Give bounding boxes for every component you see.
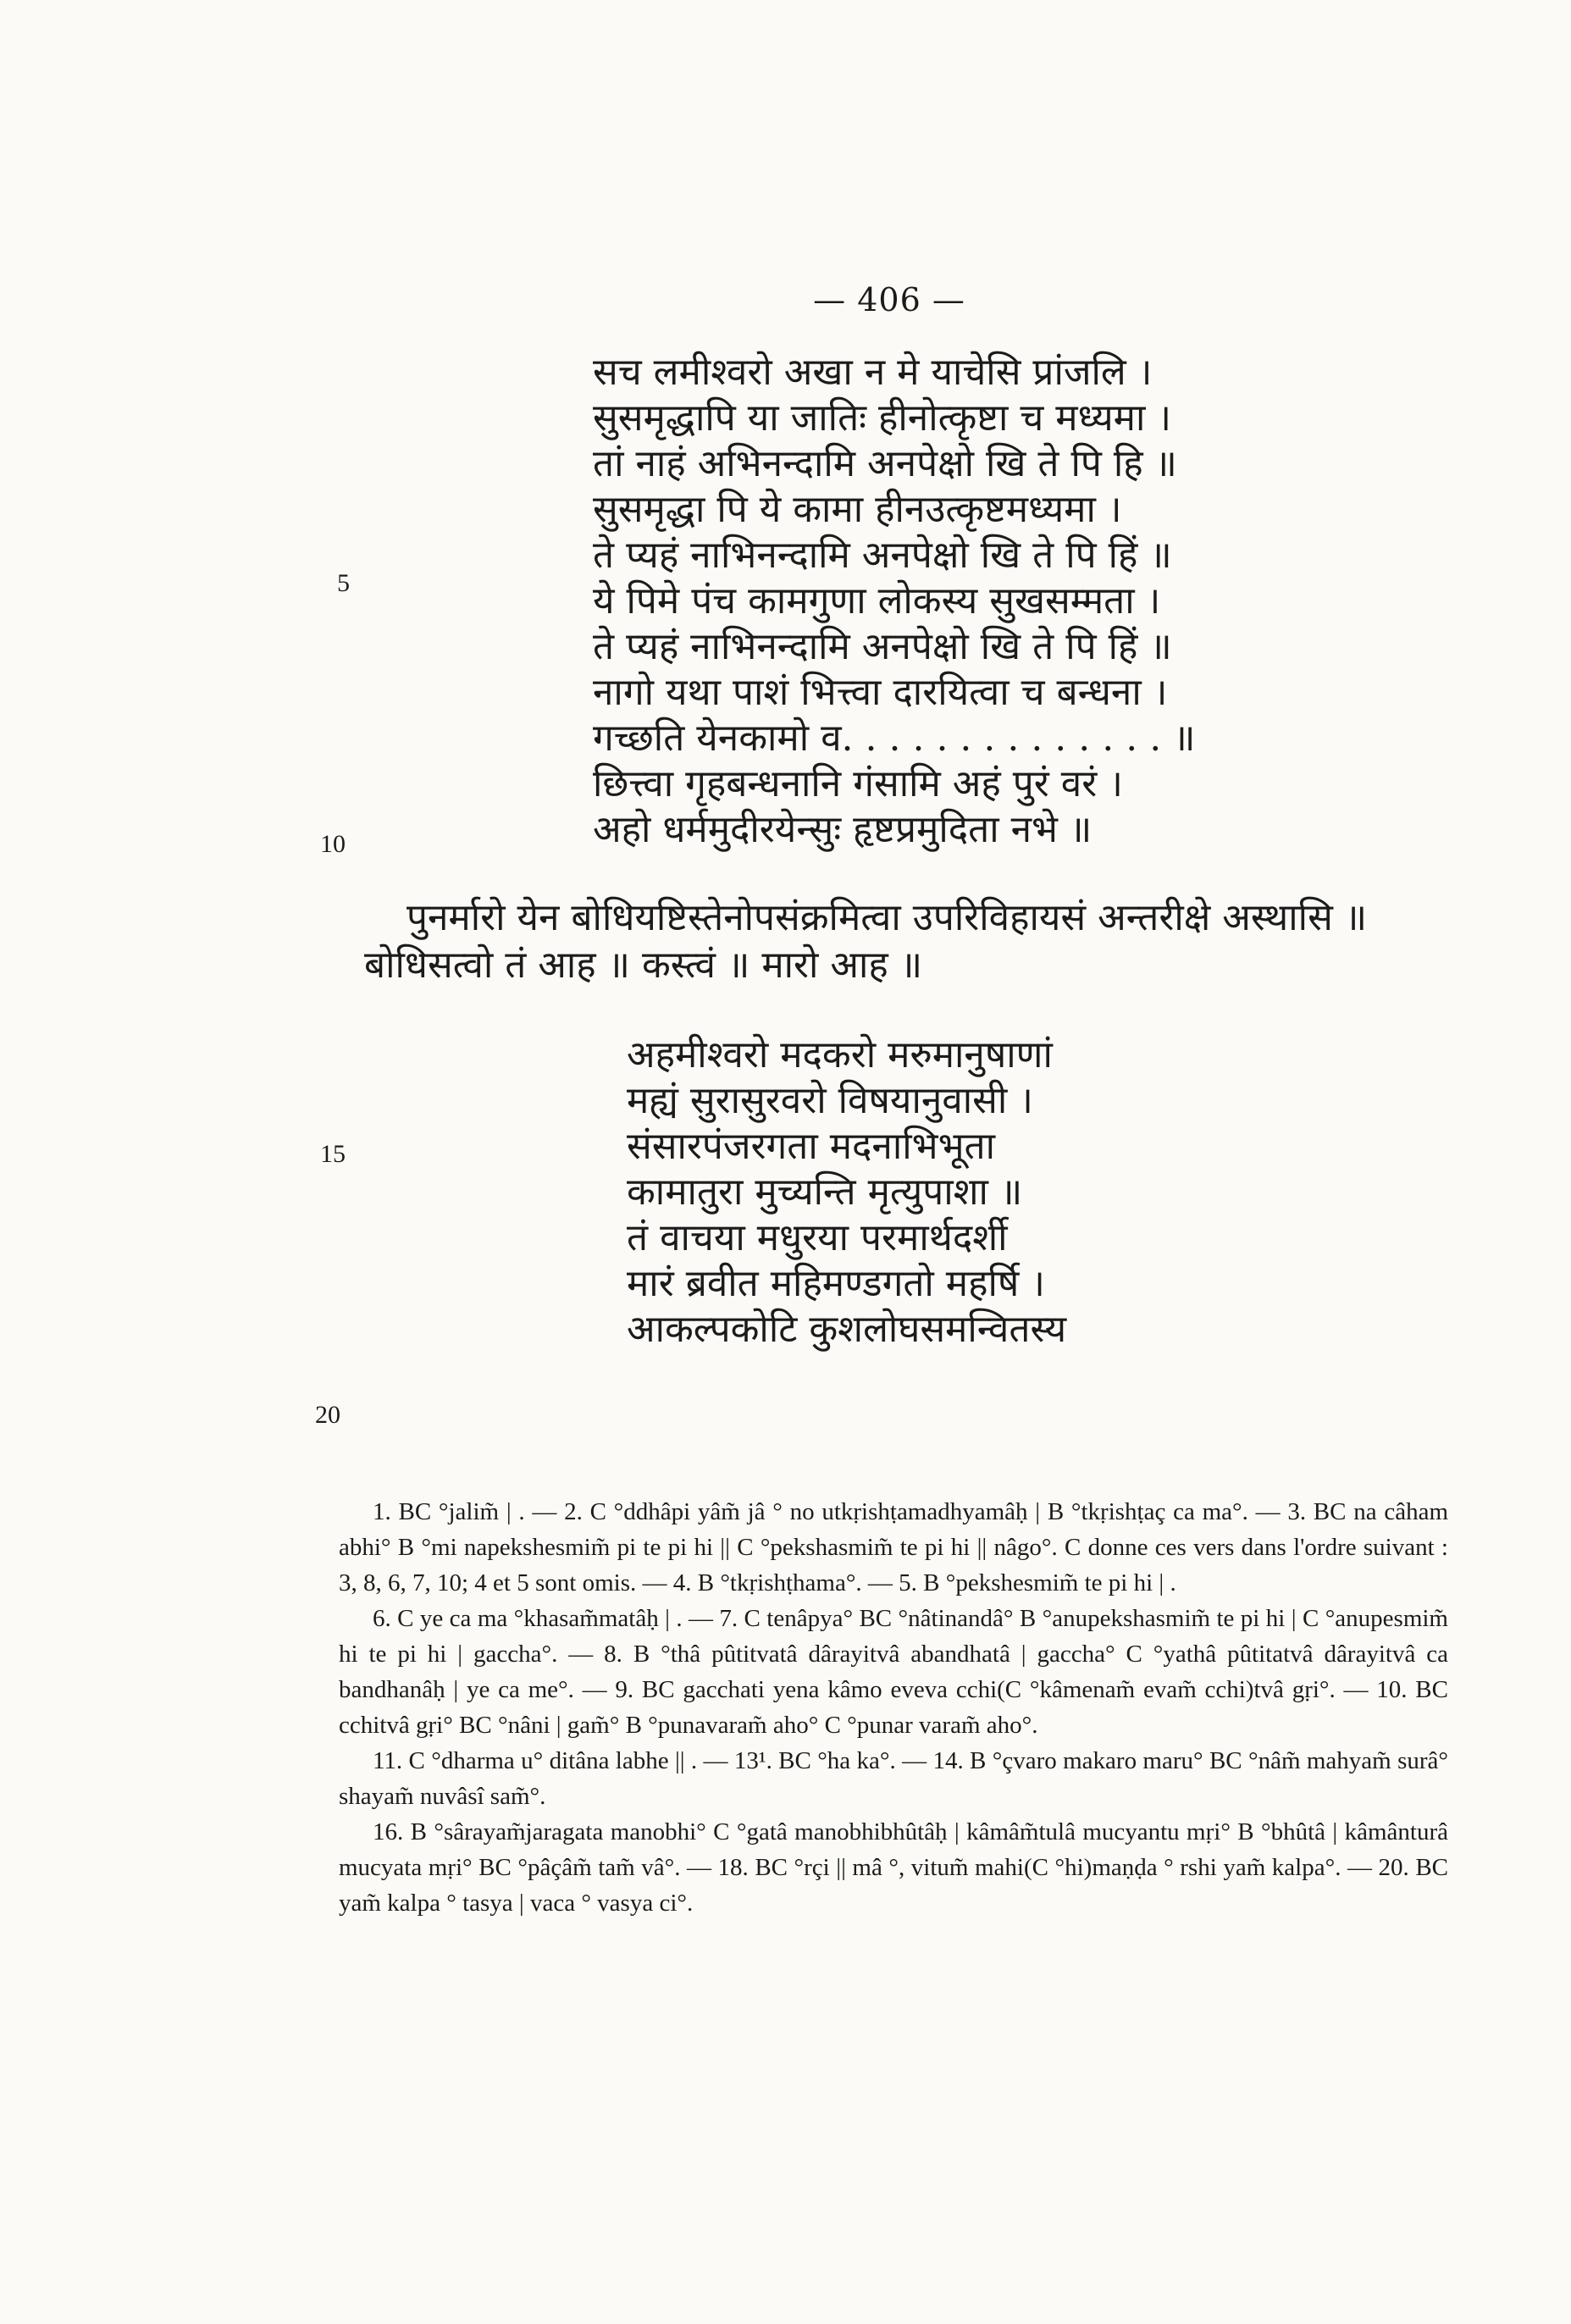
verse-line-5: ते प्यहं नाभिनन्दामि अनपेक्षो खि ते पि हिं ॥ bbox=[593, 534, 1172, 577]
prose-line-2: बोधिसत्वो तं आह ॥ कस्त्वं ॥ मारो आह ॥ bbox=[364, 943, 923, 987]
verse-line-7: ते प्यहं नाभिनन्दामि अनपेक्षो खि ते पि हिं ॥ bbox=[593, 625, 1172, 668]
page-number: — 406 — bbox=[813, 281, 965, 318]
line-number-20: 20 bbox=[315, 1401, 340, 1429]
footnote-paragraph: 1. BC °jalim̃ | . — 2. C °ddhâpi yâm̃ jâ ° no utkṛishṭamadhyamâḥ | B °tkṛishṭaç ca ma°. — 3. BC na câham abhi° B °mi napekshesmim̃ pi te pi hi || C °pekshasmim̃ te pi hi || nâgo°. C donne ces vers dans l'ordre suivant : 3, 8, 6, 7, 10; 4 et 5 sont omis. — 4. B °tkṛishṭhama°. — 5. B °pekshesmim̃ te pi hi | . bbox=[339, 1498, 1448, 1596]
footnote-paragraph: 11. C °dharma u° ditâna labhe || . — 13¹. BC °ha ka°. — 14. B °çvaro makaro maru° BC °nâm̃ mahyam̃ surâ° shayam̃ nuvâsî sam̃°. bbox=[339, 1747, 1448, 1810]
verse-line-16: तं वाचया मधुरया परमार्थदर्शी bbox=[627, 1216, 1008, 1259]
verse-line-9: गच्छति येनकामो व. . . . . . . . . . . . . . ॥ bbox=[593, 717, 1196, 760]
verse-line-13: मह्यं सुरासुरवरो विषयानुवासी । bbox=[627, 1079, 1033, 1122]
verse-line-11: अहो धर्ममुदीरयेन्सुः हृष्टप्रमुदिता नभे ॥ bbox=[593, 808, 1093, 851]
verse-line-2: सुसमृद्धापि या जातिः हीनोत्कृष्टा च मध्यमा । bbox=[593, 396, 1172, 440]
verse-line-1: सच लमीश्वरो अखा न मे याचेसि प्रांजलि । bbox=[593, 351, 1153, 394]
footnotes bbox=[339, 1494, 1448, 1921]
footnote-paragraph: 6. C ye ca ma °khasam̃matâḥ | . — 7. C tenâpya° BC °nâtinandâ° B °anupekshasmim̃ te pi hi | C °anupesmim̃ hi te pi hi | gaccha°. — 8. B °thâ pûtitvatâ dârayitvâ abandhatâ | gaccha° C °yathâ pûtitatvâ dârayitvâ ca bandhanâḥ | ye ca me°. — 9. BC gacchati yena kâmo eveva cchi(C °kâmenam̃ evam̃ cchi)tvâ gṛi°. — 10. BC cchitvâ gṛi° BC °nâni | gam̃° B °punavaram̃ aho° C °punar varam̃ aho°. bbox=[339, 1605, 1448, 1739]
footnote-paragraph: 16. B °sârayam̃jaragata manobhi° C °gatâ manobhibhûtâḥ | kâmâm̃tulâ mucyantu mṛi° B °bhûtâ | kâmânturâ mucyata mṛi° BC °pâçâm̃ tam̃ vâ°. — 18. BC °rçi || mâ °, vitum̃ mahi(C °hi)maṇḍa ° rshi yam̃ kalpa°. — 20. BC yam̃ kalpa ° tasya | vaca ° vasya ci°. bbox=[339, 1818, 1448, 1917]
verse-line-4: सुसमृद्धा पि ये कामा हीनउत्कृष्टमध्यमा । bbox=[593, 488, 1122, 531]
verse-line-12: अहमीश्वरो मदकरो मरुमानुषाणां bbox=[627, 1033, 1053, 1076]
verse-line-3: तां नाहं अभिनन्दामि अनपेक्षो खि ते पि हि ॥ bbox=[593, 442, 1177, 485]
verse-line-15: कामातुरा मुच्यन्ति मृत्युपाशा ॥ bbox=[627, 1170, 1023, 1214]
verse-line-8: नागो यथा पाशं भित्त्वा दारयित्वा च बन्धना । bbox=[593, 671, 1168, 714]
verse-line-10: छित्त्वा गृहबन्धनानि गंसामि अहं पुरं वरं । bbox=[593, 762, 1123, 805]
verse-line-18: आकल्पकोटि कुशलोघसमन्वितस्य bbox=[627, 1308, 1067, 1351]
prose-line-1: पुनर्मारो येन बोधियष्टिस्तेनोपसंक्रमित्वा उपरिविहायसं अन्तरीक्षे अस्थासि ॥ bbox=[407, 896, 1368, 939]
line-number-10: 10 bbox=[320, 830, 346, 858]
verse-line-14: संसारपंजरगता मदनाभिभूता bbox=[627, 1125, 995, 1168]
verse-line-17: मारं ब्रवीत महिमण्डगतो महर्षि । bbox=[627, 1262, 1045, 1305]
line-number-5: 5 bbox=[337, 569, 350, 597]
verse-line-6: ये पिमे पंच कामगुणा लोकस्य सुखसम्मता । bbox=[593, 579, 1161, 622]
line-number-15: 15 bbox=[320, 1140, 346, 1168]
